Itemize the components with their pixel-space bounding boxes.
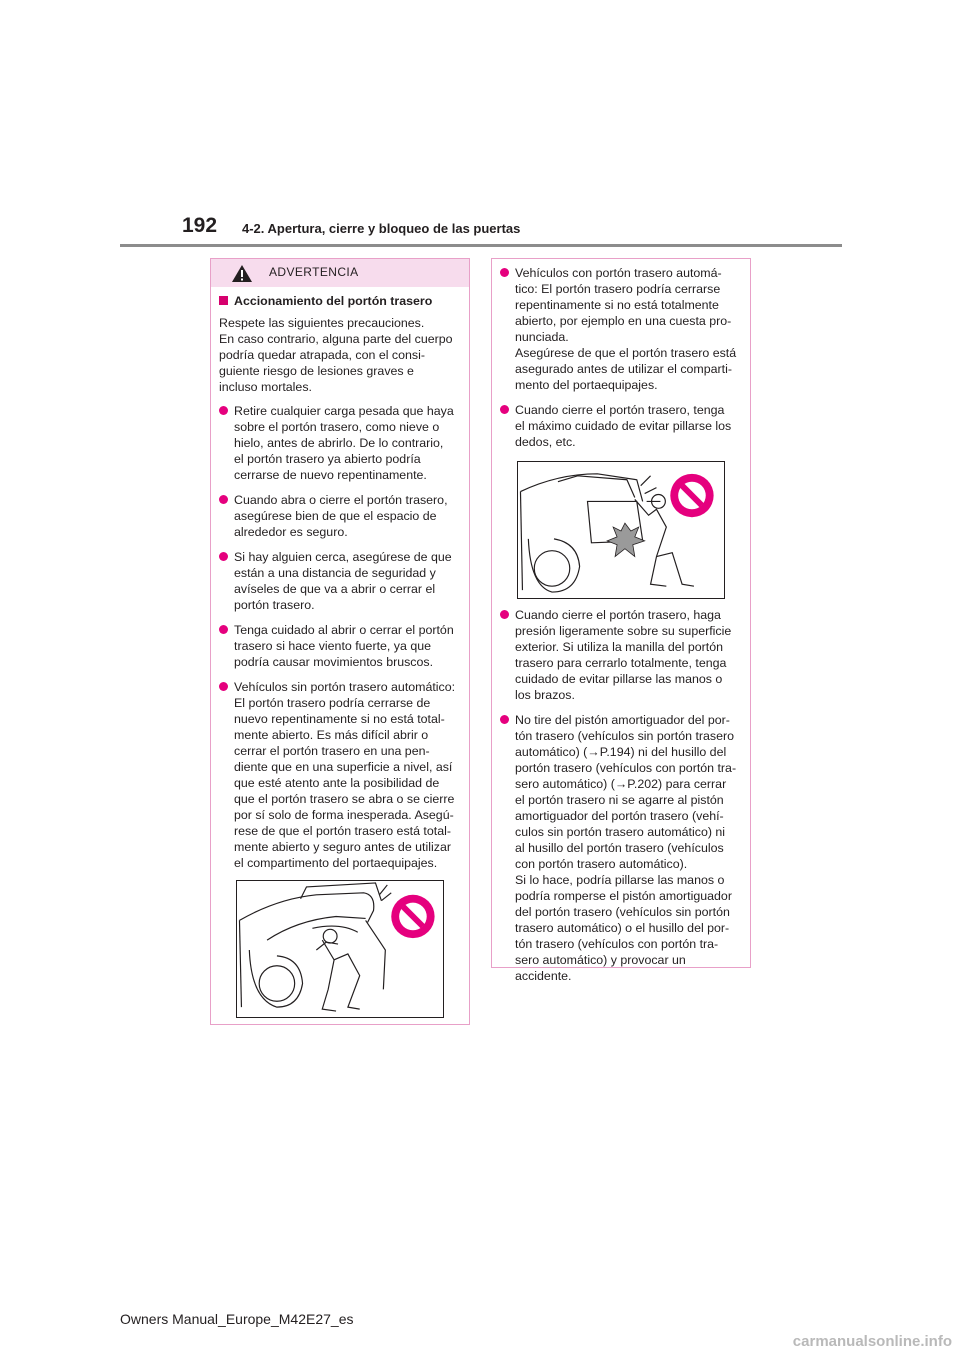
list-item — [219, 549, 463, 613]
list-item-text: Cuando abra o cierre el portón trasero, asegúrese bien de que el espacio de alrededor es seguro. — [234, 493, 448, 539]
section-title: 4-2. Apertura, cierre y bloqueo de las puertas — [242, 221, 521, 236]
list-item-text: Si hay alguien cerca, asegúrese de que están a una distancia de seguridad y avíseles de que va a abrir o cerrar el portón trasero. — [234, 550, 452, 612]
tailgate-illustration-right — [517, 461, 725, 599]
list-item-text: Tenga cuidado al abrir o cerrar el portón trasero si hace viento fuerte, ya que podría causar movimientos bruscos. — [234, 623, 454, 669]
bullet-dot-icon — [219, 495, 228, 504]
bullet-dot-icon — [219, 682, 228, 691]
list-item — [219, 492, 463, 540]
list-item — [500, 402, 744, 450]
list-item — [500, 712, 744, 984]
list-item-text: Retire cualquier carga pesada que haya sobre el portón trasero, como nieve o hielo, antes de abrirlo. De lo contrario, el portón trasero ya abierto podría cerrarse de nuevo repentinamente. — [234, 404, 454, 482]
warning-content-lower — [500, 607, 744, 993]
warning-heading — [219, 293, 463, 309]
list-item — [500, 265, 744, 393]
prohibition-icon — [391, 895, 434, 938]
warning-content — [500, 265, 744, 459]
square-bullet-icon — [219, 296, 228, 305]
list-item — [219, 622, 463, 670]
warning-box-right — [491, 258, 751, 983]
tailgate-illustration-left — [236, 880, 444, 1018]
bullet-dot-icon — [219, 625, 228, 634]
bullet-dot-icon — [219, 552, 228, 561]
manual-id: Owners Manual_Europe_M42E27_es — [120, 1311, 354, 1327]
warning-content — [219, 293, 463, 880]
list-item — [219, 403, 463, 483]
bullet-dot-icon — [500, 715, 509, 724]
bullet-dot-icon — [219, 406, 228, 415]
page-number: 192 — [182, 214, 218, 237]
list-item — [219, 679, 463, 871]
heading-text: Accionamiento del portón trasero — [234, 294, 433, 308]
list-item — [500, 607, 744, 703]
watermark: carmanualsonline.info — [792, 1333, 952, 1350]
list-item-text: Cuando cierre el portón trasero, tenga el máximo cuidado de evitar pillarse los dedos, etc. — [515, 403, 732, 449]
list-item-text: No tire del pistón amortiguador del por- tón trasero (vehículos sin portón trasero automático) (→P.194) ni del husillo del portón trasero (vehículos con portón tra- sero automático) (→P.202) para cerrar el portón trasero ni se agarre al pistón amortiguador del portón trasero (vehí- culos sin portón trasero automático) ni al husillo del portón trasero (vehículos con portón trasero automático). Si lo hace, podría pillarse las manos o podría romperse el pistón amortiguador del portón trasero (vehículos sin portón trasero automático) o el husillo del por- tón trasero (vehículos con portón tra- sero automático) y provocar un accidente. — [515, 713, 737, 983]
warning-triangle-icon — [231, 264, 253, 283]
header-rule — [120, 244, 842, 247]
impact-burst-icon — [607, 523, 644, 557]
warning-label: ADVERTENCIA — [269, 265, 359, 279]
list-item-text: Cuando cierre el portón trasero, haga presión ligeramente sobre su superficie exterior. Si utiliza la manilla del portón trasero para cerrarlo totalmente, tenga cuidado de evitar pillarse las manos o los brazos. — [515, 608, 732, 702]
bullet-dot-icon — [500, 405, 509, 414]
bullet-dot-icon — [500, 268, 509, 277]
warning-header — [211, 259, 469, 287]
prohibition-icon — [670, 474, 713, 517]
car-tailgate-image — [518, 462, 724, 598]
list-item-text: Vehículos sin portón trasero automático: El portón trasero podría cerrarse de nuevo repentinamente si no está total- mente abierto. Es más difícil abrir o cerrar el portón trasero en una pen- diente que en una superficie a nivel, así que esté atento ante la posibilidad de que el portón trasero se abra o se cierre por sí solo de forma inesperada. Asegú- rese de que el portón trasero está total- mente abierto y seguro antes de utilizar el compartimento del portaequipajes. — [234, 680, 456, 870]
car-tailgate-image — [237, 881, 443, 1017]
list-item-text: Vehículos con portón trasero automá- tico: El portón trasero podría cerrarse repentinamente si no está totalmente abierto, por ejemplo en una cuesta pro- nunciada. Asegúrese de que el portón trasero está asegurado antes de utilizar el comparti- mento del portaequipajes. — [515, 266, 737, 392]
intro-paragraph: Respete las siguientes precauciones. En caso contrario, alguna parte del cuerpo podría quedar atrapada, con el consi- guiente riesgo de lesiones graves e incluso mortales. — [219, 316, 453, 394]
bullet-dot-icon — [500, 610, 509, 619]
